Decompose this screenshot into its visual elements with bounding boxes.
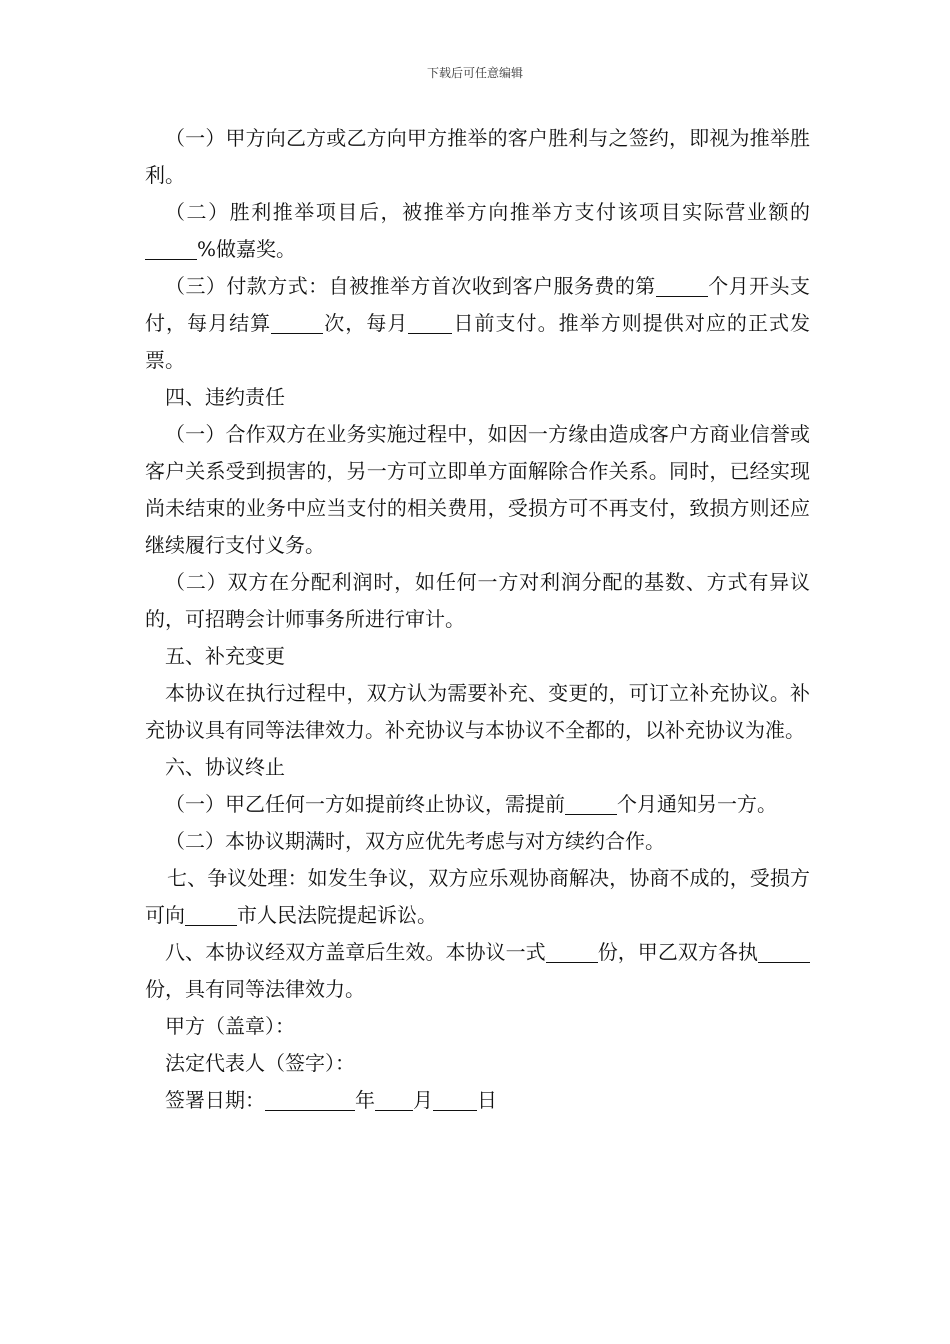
document-body: [145, 120, 810, 1119]
section-heading-amendment: 五、补充变更: [165, 644, 285, 668]
day-label: 日: [477, 1088, 497, 1112]
blank-field: [145, 237, 197, 260]
signature-representative: 法定代表人（签字）：: [165, 1051, 355, 1075]
clause-text: （三）付款方式：自被推举方首次收到客户服务费的第: [165, 274, 656, 298]
clause-amendment: 本协议在执行过程中，双方认为需要补充、变更的，可订立补充协议。补充协议具有同等法律效力。补充协议与本协议不全都的，以补充协议为准。: [145, 681, 810, 742]
blank-field: [565, 792, 617, 815]
blank-field: [656, 274, 708, 297]
blank-field: [546, 940, 598, 963]
section-heading-breach: 四、违约责任: [165, 385, 285, 409]
signature-party-a: 甲方（盖章）：: [165, 1014, 295, 1038]
clause-text: （一）甲乙任何一方如提前终止协议，需提前: [165, 792, 565, 816]
blank-field: [408, 311, 452, 334]
clause-breach-1: （一）合作双方在业务实施过程中，如因一方缘由造成客户方商业信誉或客户关系受到损害的，另一方可立即单方面解除合作关系。同时，已经实现尚未结束的业务中应当支付的相关费用，受损方可不再支付，致损方则还应继续履行支付义务。: [145, 422, 810, 557]
year-blank: [265, 1088, 355, 1111]
page-header: 下载后可任意编辑: [426, 66, 523, 80]
month-label: 月: [413, 1088, 433, 1112]
clause-text: 份，甲乙双方各执: [597, 940, 759, 964]
blank-field: [271, 311, 323, 334]
clause-termination-1: [145, 786, 810, 823]
clause-text: 个月开头支付，每月结算: [145, 274, 811, 335]
clause-text: 市人民法院提起诉讼。: [237, 903, 437, 927]
clause-dispute: [145, 860, 810, 934]
clause-reward: [145, 194, 810, 268]
blank-field: [758, 940, 810, 963]
date-label: 签署日期：: [165, 1088, 265, 1112]
clause-effect: [145, 934, 810, 1008]
clause-text: （二）胜利推举项目后，被推举方向推举方支付该项目实际营业额的: [165, 200, 810, 224]
section-heading-termination: 六、协议终止: [165, 755, 285, 779]
clause-text: %做嘉奖。: [197, 237, 297, 261]
clause-text: 个月通知另一方。: [617, 792, 777, 816]
clause-text: 七、争议处理：如发生争议，双方应乐观协商解决，协商不成的，受损方可向: [145, 866, 810, 927]
year-label: 年: [355, 1088, 375, 1112]
clause-payment: [145, 268, 810, 379]
clause-text: 份，具有同等法律效力。: [145, 977, 365, 1001]
clause-recommend-success: （一）甲方向乙方或乙方向甲方推举的客户胜利与之签约，即视为推举胜利。: [145, 126, 810, 187]
clause-breach-2: （二）双方在分配利润时，如任何一方对利润分配的基数、方式有异议的，可招聘会计师事务所进行审计。: [145, 570, 810, 631]
day-blank: [433, 1088, 477, 1111]
signature-date: [145, 1082, 810, 1119]
clause-text: 八、本协议经双方盖章后生效。本协议一式: [165, 940, 546, 964]
month-blank: [375, 1088, 413, 1111]
clause-text: 次，每月: [323, 311, 409, 335]
clause-text: 日前支付。推举方则提供对应的正式发票。: [145, 311, 811, 372]
blank-field: [185, 903, 237, 926]
clause-termination-2: （二）本协议期满时，双方应优先考虑与对方续约合作。: [165, 829, 665, 853]
